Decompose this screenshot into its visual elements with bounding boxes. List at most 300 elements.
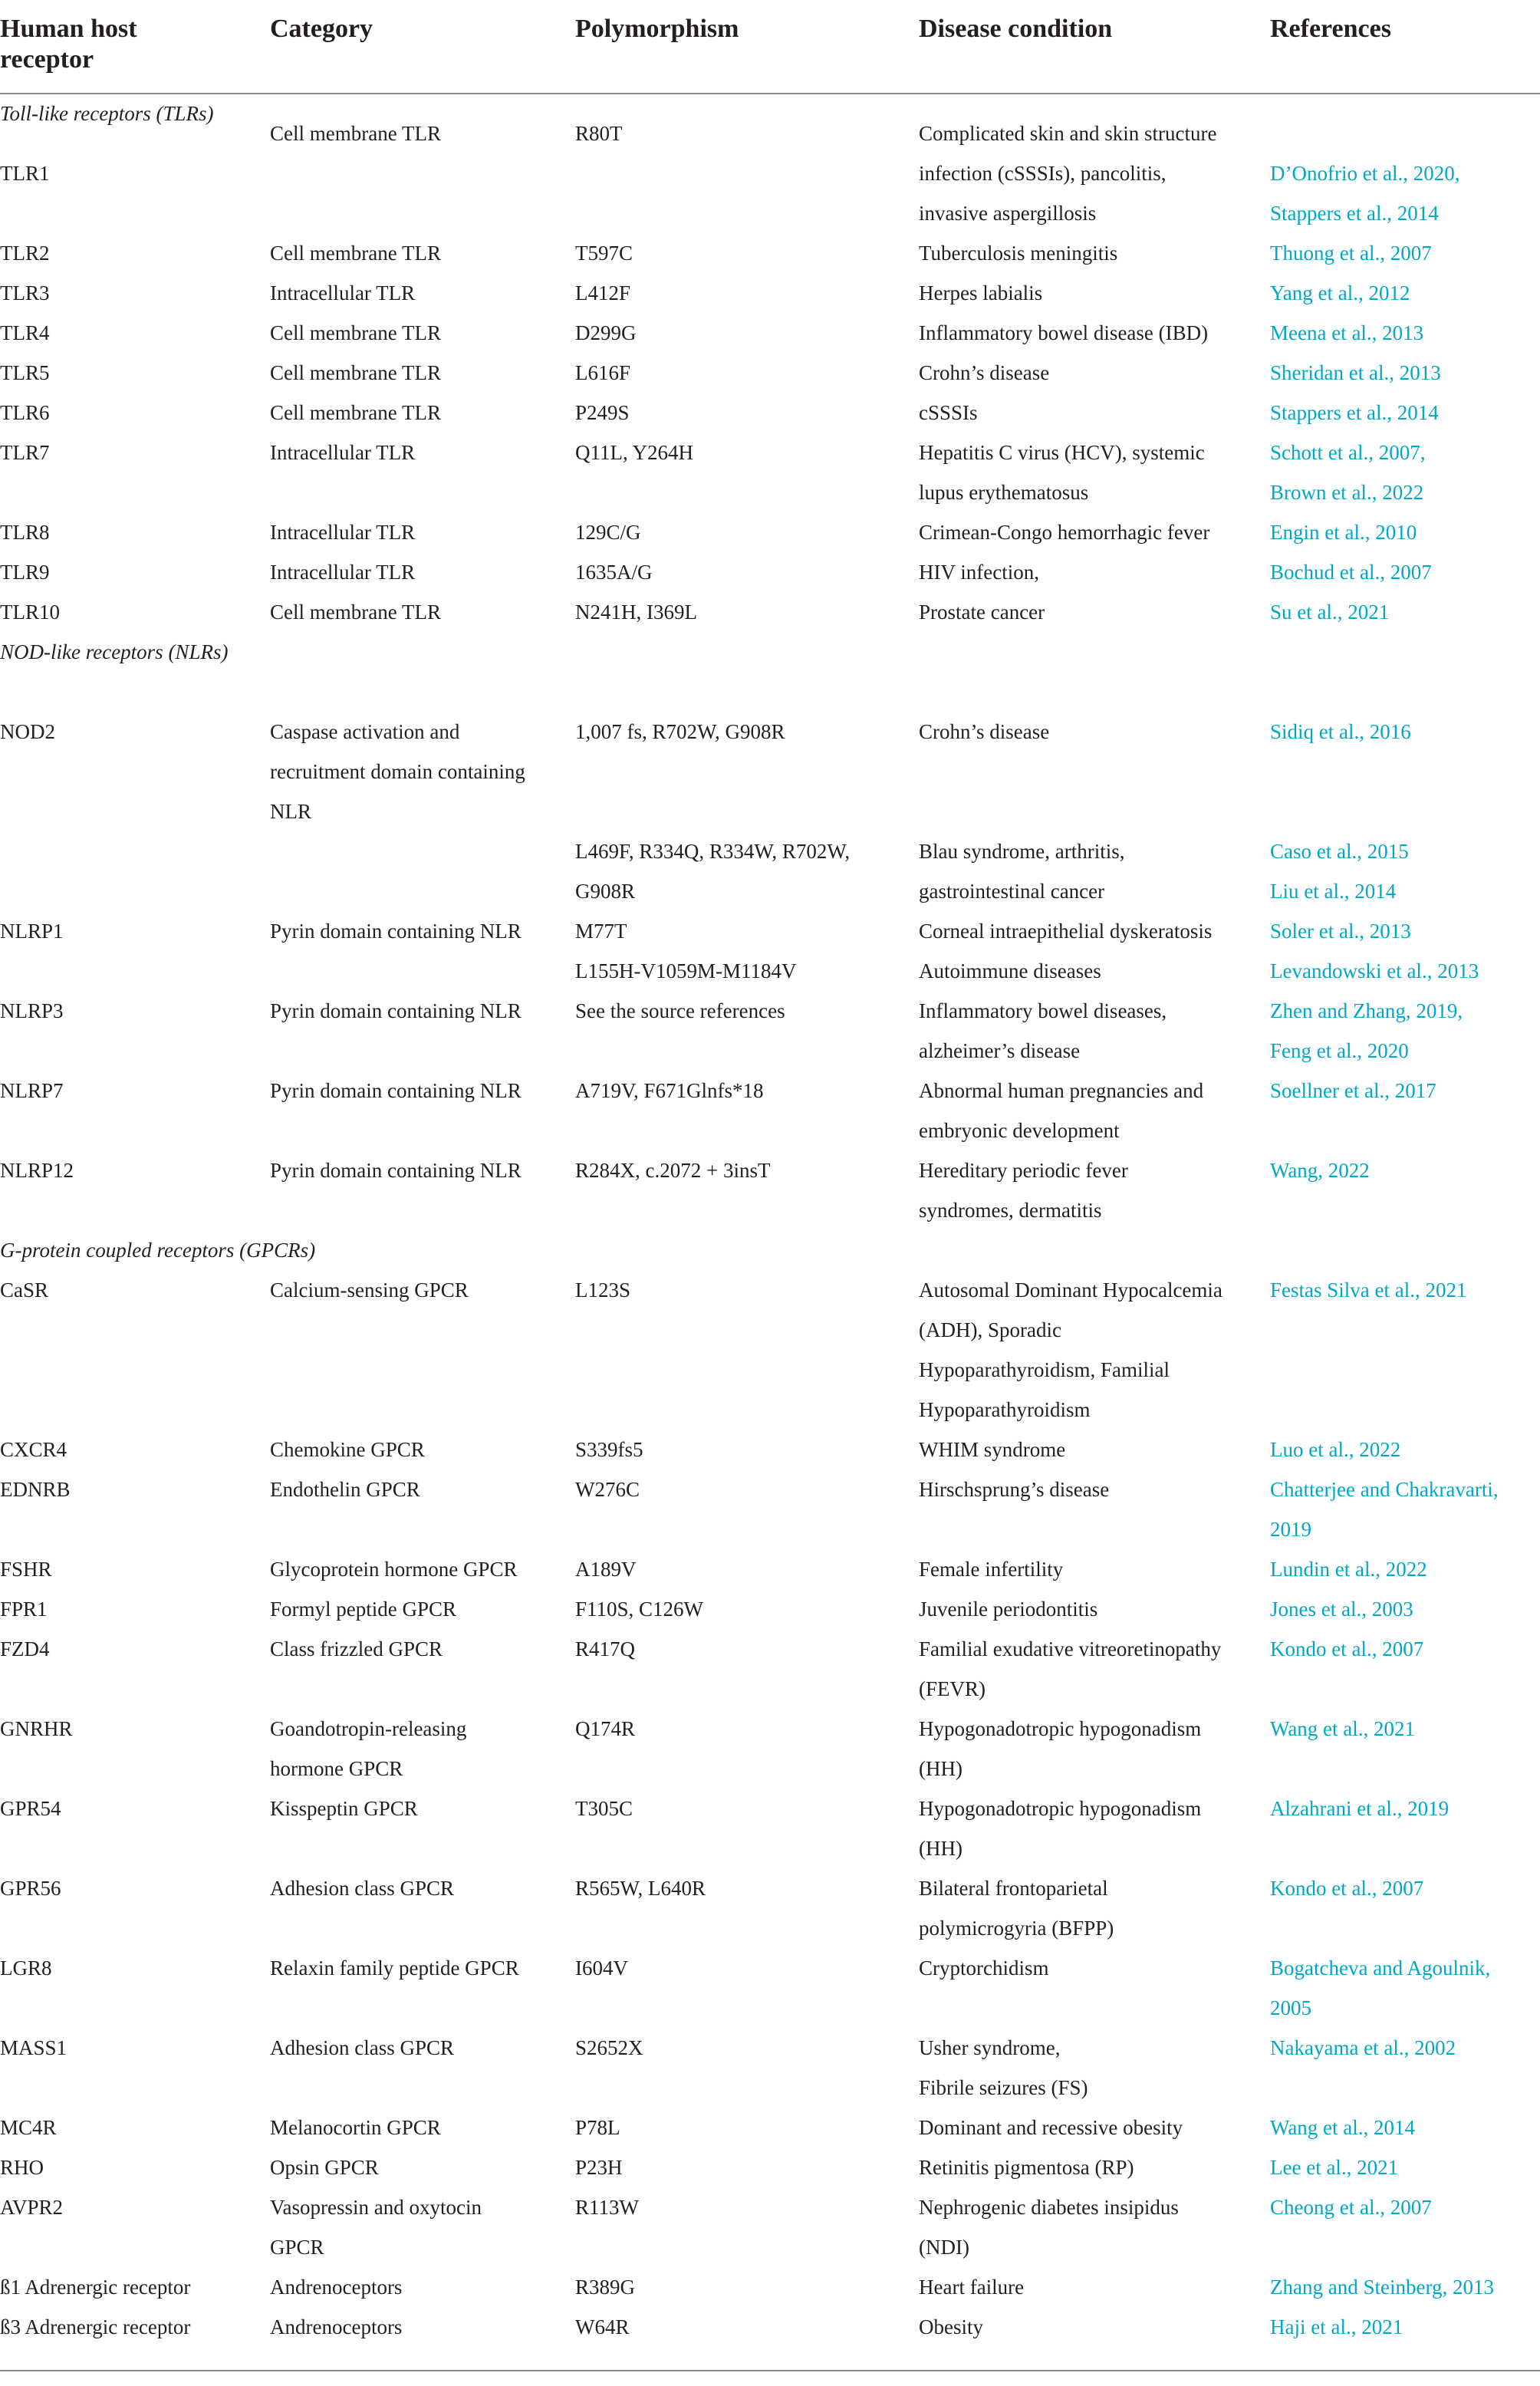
reference-cell-line[interactable]: Liu et al., 2014 [1270, 880, 1397, 903]
reference-cell[interactable] [1270, 2147, 1538, 2187]
table-bottom-rule [0, 2370, 1540, 2371]
receptor-cell-line: NLRP1 [0, 920, 64, 943]
polymorphism-cell-line: R284X, c.2072 + 3insT [575, 1159, 771, 1182]
reference-cell-line[interactable]: Wang, 2022 [1270, 1159, 1370, 1182]
reference-cell[interactable] [1270, 552, 1538, 592]
receptor-cell-line: FPR1 [0, 1598, 48, 1621]
receptor-cell [0, 592, 245, 632]
polymorphism-cell-line: Q174R [575, 1717, 636, 1740]
receptor-cell-line: ß1 Adrenergic receptor [0, 2276, 191, 2299]
disease-cell-line: Prostate cancer [919, 601, 1045, 624]
header-category: Category [270, 15, 373, 43]
disease-cell [919, 353, 1256, 393]
polymorphism-cell [575, 512, 882, 552]
receptor-cell [0, 273, 245, 313]
polymorphism-cell-line: S339fs5 [575, 1438, 643, 1461]
category-cell-line: Relaxin family peptide GPCR [270, 1957, 519, 1980]
disease-cell-line: Hirschsprung’s disease [919, 1478, 1110, 1501]
receptor-cell [0, 313, 245, 353]
polymorphism-cell-line: P23H [575, 2156, 623, 2179]
receptor-cell-line: MC4R [0, 2116, 57, 2139]
reference-cell[interactable] [1270, 2108, 1538, 2147]
reference-cell[interactable] [1270, 712, 1538, 752]
section-title: G-protein coupled receptors (GPCRs) [0, 1239, 316, 1262]
category-cell [270, 1071, 561, 1111]
category-cell-line: Pyrin domain containing NLR [270, 920, 522, 943]
disease-cell [919, 1430, 1256, 1469]
receptor-cell [0, 1789, 245, 1828]
disease-cell-line: Heart failure [919, 2276, 1025, 2299]
reference-cell[interactable] [1270, 1709, 1538, 1749]
category-cell [270, 114, 561, 153]
polymorphism-cell-line: S2652X [575, 2036, 643, 2059]
section-title: NOD-like receptors (NLRs) [0, 640, 229, 663]
reference-cell-line[interactable]: Soellner et al., 2017 [1270, 1079, 1436, 1102]
category-cell [270, 313, 561, 353]
receptor-cell-line: TLR1 [0, 162, 50, 185]
reference-cell[interactable] [1270, 1150, 1538, 1190]
reference-cell-line[interactable]: Stappers et al., 2014 [1270, 202, 1439, 225]
category-cell-line: Class frizzled GPCR [270, 1637, 443, 1660]
polymorphism-cell-line: I604V [575, 1957, 628, 1980]
category-cell [270, 433, 561, 472]
receptor-cell [0, 393, 245, 433]
polymorphism-cell [575, 1629, 882, 1669]
polymorphism-cell [575, 433, 882, 472]
reference-cell-line[interactable]: Nakayama et al., 2002 [1270, 2036, 1456, 2059]
category-cell-line: Cell membrane TLR [270, 401, 441, 424]
polymorphism-cell [575, 1150, 882, 1190]
polymorphism-cell [575, 353, 882, 393]
receptor-cell [0, 233, 245, 273]
receptor-cell [0, 1549, 245, 1589]
polymorphism-cell [575, 1589, 882, 1629]
category-cell [270, 273, 561, 313]
receptor-cell [0, 512, 245, 552]
polymorphism-cell-line: L469F, R334Q, R334W, R702W, [575, 840, 851, 863]
polymorphism-cell-line: Q11L, Y264H [575, 441, 693, 464]
reference-cell-line[interactable]: Zhang and Steinberg, 2013 [1270, 2276, 1494, 2299]
polymorphism-cell [575, 1789, 882, 1828]
reference-cell[interactable] [1270, 353, 1538, 393]
polymorphism-cell-line: G908R [575, 880, 636, 903]
header-receptor: Human host receptor [0, 15, 137, 74]
polymorphism-cell-line: A189V [575, 1558, 637, 1581]
header-disease: Disease condition [919, 15, 1113, 43]
disease-cell-line: cSSSIs [919, 401, 978, 424]
category-cell-line: Cell membrane TLR [270, 242, 441, 265]
category-cell-line: GPCR [270, 2236, 324, 2259]
reference-cell-line[interactable]: Meena et al., 2013 [1270, 321, 1424, 344]
reference-cell-line[interactable]: Thuong et al., 2007 [1270, 242, 1432, 265]
disease-cell-line: Tuberculosis meningitis [919, 242, 1118, 265]
polymorphism-cell [575, 1549, 882, 1589]
reference-cell[interactable] [1270, 1868, 1538, 1908]
category-cell-line: Glycoprotein hormone GPCR [270, 1558, 518, 1581]
reference-cell[interactable] [1270, 1469, 1538, 1549]
polymorphism-cell [575, 114, 882, 153]
disease-cell-line: Crimean-Congo hemorrhagic fever [919, 521, 1210, 544]
reference-cell[interactable] [1270, 1629, 1538, 1669]
reference-cell-line[interactable]: Luo et al., 2022 [1270, 1438, 1401, 1461]
polymorphism-cell-line: M77T [575, 920, 627, 943]
disease-cell-line: Abnormal human pregnancies and [919, 1079, 1204, 1102]
reference-cell-line[interactable]: Alzahrani et al., 2019 [1270, 1797, 1450, 1820]
disease-cell [919, 1868, 1256, 1948]
reference-cell[interactable] [1270, 273, 1538, 313]
category-cell [270, 2108, 561, 2147]
disease-cell [919, 1709, 1256, 1789]
receptor-cell [0, 1589, 245, 1629]
disease-cell-line: Usher syndrome, [919, 2036, 1061, 2059]
receptor-cell [0, 1469, 245, 1509]
reference-cell-line[interactable]: Kondo et al., 2007 [1270, 1637, 1424, 1660]
disease-cell-line: invasive aspergillosis [919, 202, 1097, 225]
polymorphism-cell [575, 592, 882, 632]
category-cell [270, 1629, 561, 1669]
category-cell-line: Cell membrane TLR [270, 321, 441, 344]
disease-cell-line: Cryptorchidism [919, 1957, 1049, 1980]
receptor-cell-line: NLRP12 [0, 1159, 74, 1182]
receptor-cell-line: TLR6 [0, 401, 50, 424]
reference-cell[interactable] [1270, 592, 1538, 632]
category-cell-line: Cell membrane TLR [270, 601, 441, 624]
receptor-cell [0, 153, 245, 193]
receptor-cell [0, 2028, 245, 2068]
disease-cell-line: gastrointestinal cancer [919, 880, 1105, 903]
reference-cell[interactable] [1270, 831, 1538, 911]
disease-cell [919, 552, 1256, 592]
category-cell [270, 592, 561, 632]
reference-cell-line[interactable]: Feng et al., 2020 [1270, 1039, 1409, 1062]
receptor-cell-line: TLR10 [0, 601, 60, 624]
receptor-cell-line: FZD4 [0, 1637, 50, 1660]
disease-cell-line: Crohn’s disease [919, 361, 1050, 384]
polymorphism-cell-line: R80T [575, 122, 623, 145]
reference-cell-line[interactable]: Kondo et al., 2007 [1270, 1877, 1424, 1900]
receptor-cell [0, 2307, 245, 2347]
reference-cell[interactable] [1270, 233, 1538, 273]
header-polymorphism: Polymorphism [575, 15, 739, 43]
reference-cell-line[interactable]: D’Onofrio et al., 2020, [1270, 162, 1460, 185]
polymorphism-cell [575, 393, 882, 433]
reference-cell-line[interactable]: Zhen and Zhang, 2019, [1270, 999, 1463, 1022]
polymorphism-cell-line: P78L [575, 2116, 620, 2139]
reference-cell[interactable] [1270, 512, 1538, 552]
disease-cell [919, 1589, 1256, 1629]
polymorphism-cell [575, 273, 882, 313]
polymorphism-cell-line: R113W [575, 2196, 639, 2219]
disease-cell-line: Complicated skin and skin structure [919, 122, 1217, 145]
reference-cell-line[interactable]: Yang et al., 2012 [1270, 281, 1410, 304]
disease-cell [919, 2028, 1256, 2108]
receptor-cell-line: AVPR2 [0, 2196, 64, 2219]
receptor-cell-line: TLR4 [0, 321, 50, 344]
reference-cell-line[interactable]: 2005 [1270, 1996, 1311, 2019]
reference-cell-line[interactable]: Soler et al., 2013 [1270, 920, 1411, 943]
receptor-cell [0, 1071, 245, 1111]
reference-cell[interactable] [1270, 1948, 1538, 2028]
category-cell-line: Chemokine GPCR [270, 1438, 425, 1461]
disease-cell-line: Hypoparathyroidism, Familial [919, 1358, 1170, 1381]
disease-cell-line: WHIM syndrome [919, 1438, 1066, 1461]
polymorphism-cell-line: R417Q [575, 1637, 636, 1660]
disease-cell [919, 831, 1256, 911]
receptor-cell-line: TLR9 [0, 561, 50, 584]
category-cell [270, 2028, 561, 2068]
polymorphism-cell-line: 1,007 fs, R702W, G908R [575, 720, 785, 743]
receptor-cell-line: EDNRB [0, 1478, 71, 1501]
category-cell-line: hormone GPCR [270, 1757, 403, 1780]
category-cell [270, 1469, 561, 1509]
disease-cell [919, 592, 1256, 632]
receptor-cell [0, 1709, 245, 1749]
disease-cell-line: polymicrogyria (BFPP) [919, 1917, 1114, 1940]
category-cell-line: Adhesion class GPCR [270, 2036, 455, 2059]
polymorphism-cell [575, 1270, 882, 1310]
reference-cell-line[interactable]: Wang et al., 2014 [1270, 2116, 1416, 2139]
receptor-cell-line: NLRP7 [0, 1079, 64, 1102]
reference-cell[interactable] [1270, 2187, 1538, 2227]
reference-cell-line[interactable]: Brown et al., 2022 [1270, 481, 1424, 504]
category-cell-line: Andrenoceptors [270, 2315, 403, 2338]
category-cell-line: Intracellular TLR [270, 441, 416, 464]
category-cell [270, 712, 561, 831]
polymorphism-cell-line: W64R [575, 2315, 630, 2338]
reference-cell[interactable] [1270, 393, 1538, 433]
disease-cell [919, 1150, 1256, 1230]
disease-cell-line: Juvenile periodontitis [919, 1598, 1098, 1621]
receptor-cell-line: NLRP3 [0, 999, 64, 1022]
category-cell-line: recruitment domain containing [270, 760, 525, 783]
polymorphism-cell-line: W276C [575, 1478, 640, 1501]
disease-cell-line: Nephrogenic diabetes insipidus [919, 2196, 1179, 2219]
disease-cell [919, 2267, 1256, 2307]
reference-cell[interactable] [1270, 1549, 1538, 1589]
disease-cell [919, 2187, 1256, 2267]
category-cell [270, 1709, 561, 1789]
reference-cell[interactable] [1270, 2307, 1538, 2347]
category-cell [270, 1549, 561, 1589]
reference-cell[interactable] [1270, 991, 1538, 1071]
disease-cell [919, 512, 1256, 552]
polymorphism-cell-line: R389G [575, 2276, 636, 2299]
category-cell [270, 552, 561, 592]
category-cell-line: Intracellular TLR [270, 521, 416, 544]
disease-cell-line: Autosomal Dominant Hypocalcemia [919, 1279, 1222, 1302]
polymorphism-cell [575, 2307, 882, 2347]
category-cell-line: Cell membrane TLR [270, 122, 441, 145]
receptor-cell [0, 2187, 245, 2227]
receptor-cell [0, 1430, 245, 1469]
polymorphism-cell [575, 831, 882, 911]
disease-cell-line: Female infertility [919, 1558, 1064, 1581]
reference-cell[interactable] [1270, 1430, 1538, 1469]
reference-cell-line[interactable]: Sheridan et al., 2013 [1270, 361, 1441, 384]
reference-cell[interactable] [1270, 433, 1538, 512]
reference-cell[interactable] [1270, 1789, 1538, 1828]
category-cell-line: Endothelin GPCR [270, 1478, 420, 1501]
reference-cell-line[interactable]: Lundin et al., 2022 [1270, 1558, 1427, 1581]
receptor-cell-line: TLR5 [0, 361, 50, 384]
polymorphism-cell [575, 313, 882, 353]
polymorphism-cell [575, 233, 882, 273]
receptor-cell-line: TLR3 [0, 281, 50, 304]
category-cell-line: Adhesion class GPCR [270, 1877, 455, 1900]
category-cell-line: Caspase activation and [270, 720, 460, 743]
disease-cell-line: Familial exudative vitreoretinopathy [919, 1637, 1222, 1660]
disease-cell [919, 1469, 1256, 1509]
reference-cell-line[interactable]: 2019 [1270, 1518, 1311, 1541]
polymorphism-cell-line: D299G [575, 321, 637, 344]
category-cell [270, 353, 561, 393]
disease-cell-line: Hypoparathyroidism [919, 1398, 1091, 1421]
receptor-cell [0, 433, 245, 472]
category-cell-line: NLR [270, 800, 311, 823]
disease-cell [919, 273, 1256, 313]
disease-cell-line: Hepatitis C virus (HCV), systemic [919, 441, 1205, 464]
category-cell [270, 2187, 561, 2267]
disease-cell [919, 1270, 1256, 1430]
category-cell [270, 1589, 561, 1629]
reference-cell-line[interactable]: Engin et al., 2010 [1270, 521, 1417, 544]
disease-cell-line: alzheimer’s disease [919, 1039, 1081, 1062]
category-cell-line: Cell membrane TLR [270, 361, 441, 384]
category-cell [270, 512, 561, 552]
reference-cell-line[interactable]: Festas Silva et al., 2021 [1270, 1279, 1467, 1302]
category-cell-line: Pyrin domain containing NLR [270, 999, 522, 1022]
reference-cell-line[interactable]: Jones et al., 2003 [1270, 1598, 1413, 1621]
reference-cell-line[interactable]: Sidiq et al., 2016 [1270, 720, 1411, 743]
category-cell [270, 1948, 561, 1988]
polymorphism-cell [575, 2267, 882, 2307]
category-cell-line: Goandotropin-releasing [270, 1717, 467, 1740]
category-cell [270, 2307, 561, 2347]
disease-cell-line: Retinitis pigmentosa (RP) [919, 2156, 1134, 2179]
polymorphism-cell-line: A719V, F671Glnfs*18 [575, 1079, 764, 1102]
reference-cell[interactable] [1270, 1071, 1538, 1111]
reference-cell-line[interactable]: Su et al., 2021 [1270, 601, 1390, 624]
disease-cell-line: Inflammatory bowel diseases, [919, 999, 1167, 1022]
polymorphism-cell [575, 2187, 882, 2227]
disease-cell [919, 1549, 1256, 1589]
reference-cell[interactable] [1270, 911, 1538, 991]
receptor-cell-line: RHO [0, 2156, 44, 2179]
polymorphism-cell [575, 991, 882, 1031]
reference-cell-line[interactable]: Stappers et al., 2014 [1270, 401, 1439, 424]
disease-cell-line: Dominant and recessive obesity [919, 2116, 1183, 2139]
category-cell [270, 1270, 561, 1310]
reference-cell-line[interactable]: Bogatcheva and Agoulnik, [1270, 1957, 1491, 1980]
reference-cell[interactable] [1270, 2267, 1538, 2307]
reference-cell-line[interactable]: Wang et al., 2021 [1270, 1717, 1416, 1740]
reference-cell-line[interactable]: Cheong et al., 2007 [1270, 2196, 1432, 2219]
category-cell-line: Intracellular TLR [270, 561, 416, 584]
disease-cell-line: Hypogonadotropic hypogonadism [919, 1717, 1202, 1740]
receptor-cell-line: LGR8 [0, 1957, 52, 1980]
receptor-cell-line: CXCR4 [0, 1438, 67, 1461]
category-cell [270, 2267, 561, 2307]
disease-cell [919, 393, 1256, 433]
disease-cell-line: (FEVR) [919, 1677, 986, 1700]
receptor-cell-line: GNRHR [0, 1717, 73, 1740]
polymorphism-cell-line: T597C [575, 242, 633, 265]
receptor-cell [0, 2267, 245, 2307]
disease-cell [919, 2108, 1256, 2147]
polymorphism-cell [575, 2147, 882, 2187]
category-cell-line: Melanocortin GPCR [270, 2116, 441, 2139]
receptor-cell [0, 2147, 245, 2187]
category-cell [270, 911, 561, 951]
disease-cell [919, 233, 1256, 273]
polymorphism-cell-line: L155H-V1059M-M1184V [575, 959, 797, 982]
disease-cell-line: Crohn’s disease [919, 720, 1050, 743]
disease-cell-line: (HH) [919, 1757, 962, 1780]
receptor-cell-line: GPR56 [0, 1877, 61, 1900]
polymorphism-cell [575, 1709, 882, 1749]
reference-cell[interactable] [1270, 2028, 1538, 2068]
receptor-cell-line: MASS1 [0, 2036, 67, 2059]
reference-cell-line[interactable]: Lee et al., 2021 [1270, 2156, 1399, 2179]
reference-cell-line[interactable]: Schott et al., 2007, [1270, 441, 1426, 464]
reference-cell-line[interactable]: Bochud et al., 2007 [1270, 561, 1432, 584]
disease-cell [919, 2307, 1256, 2347]
polymorphism-cell-line: L616F [575, 361, 631, 384]
reference-cell[interactable] [1270, 313, 1538, 353]
category-cell-line: Intracellular TLR [270, 281, 416, 304]
category-cell [270, 1789, 561, 1828]
reference-cell-line[interactable]: Caso et al., 2015 [1270, 840, 1409, 863]
disease-cell-line: Hereditary periodic fever [919, 1159, 1128, 1182]
disease-cell [919, 2147, 1256, 2187]
polymorphism-cell-line: L123S [575, 1279, 631, 1302]
disease-cell [919, 712, 1256, 752]
polymorphism-cell-line: 129C/G [575, 521, 641, 544]
category-cell [270, 991, 561, 1031]
category-cell-line: Opsin GPCR [270, 2156, 379, 2179]
polymorphism-cell-line: L412F [575, 281, 631, 304]
receptor-cell-line: TLR8 [0, 521, 50, 544]
category-cell [270, 233, 561, 273]
reference-cell[interactable] [1270, 153, 1538, 233]
reference-cell-line[interactable]: Levandowski et al., 2013 [1270, 959, 1479, 982]
polymorphism-cell [575, 2108, 882, 2147]
polymorphism-cell-line: F110S, C126W [575, 1598, 704, 1621]
disease-cell-line: Blau syndrome, arthritis, [919, 840, 1125, 863]
polymorphism-cell [575, 1868, 882, 1908]
reference-cell-line[interactable]: Chatterjee and Chakravarti, [1270, 1478, 1499, 1501]
receptor-cell [0, 552, 245, 592]
disease-cell-line: (ADH), Sporadic [919, 1318, 1061, 1341]
receptor-cell [0, 353, 245, 393]
polymorphism-cell [575, 712, 882, 752]
reference-cell-line[interactable]: Haji et al., 2021 [1270, 2315, 1403, 2338]
reference-cell[interactable] [1270, 1589, 1538, 1629]
polymorphism-cell [575, 1469, 882, 1509]
reference-cell[interactable] [1270, 1270, 1538, 1310]
header-divider [0, 93, 1540, 94]
receptor-cell [0, 1629, 245, 1669]
disease-cell-line: infection (cSSSIs), pancolitis, [919, 162, 1167, 185]
disease-cell [919, 433, 1256, 512]
polymorphism-cell [575, 1071, 882, 1111]
receptor-cell [0, 991, 245, 1031]
disease-cell [919, 1629, 1256, 1709]
disease-cell-line: embryonic development [919, 1119, 1120, 1142]
disease-cell-line: Corneal intraepithelial dyskeratosis [919, 920, 1213, 943]
disease-cell-line: Bilateral frontoparietal [919, 1877, 1108, 1900]
disease-cell-line: HIV infection, [919, 561, 1039, 584]
